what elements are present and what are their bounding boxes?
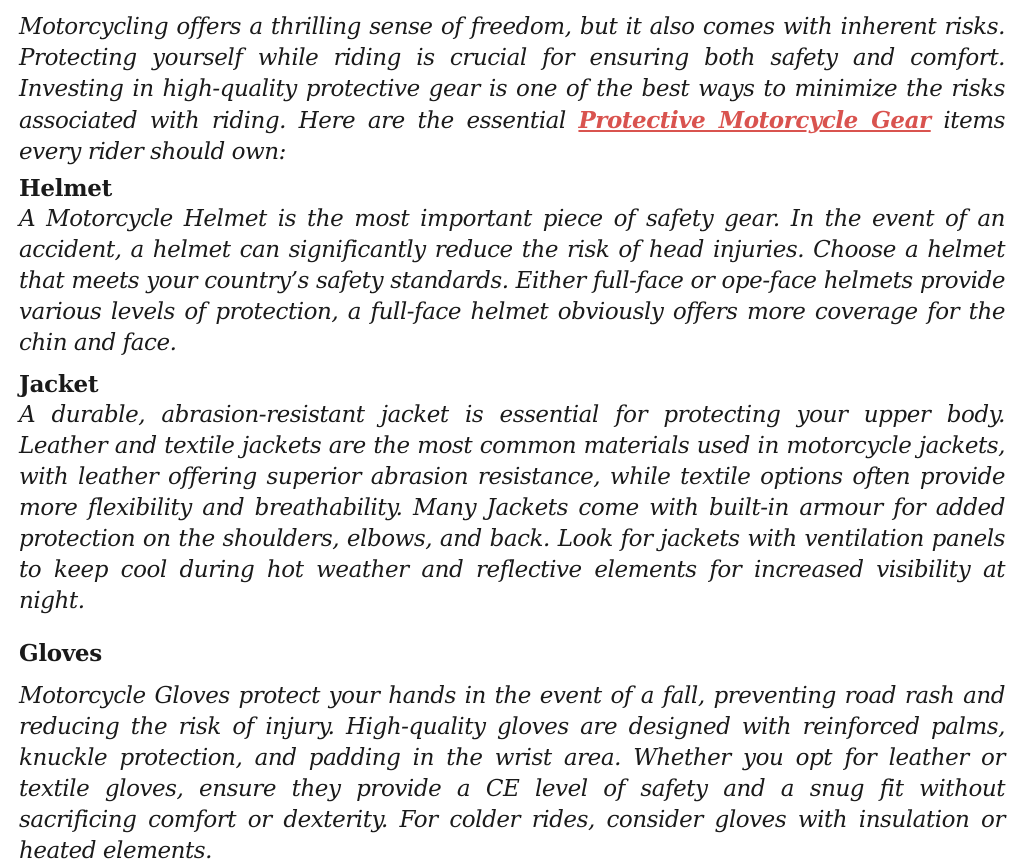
gloves-heading: Gloves bbox=[19, 640, 102, 667]
jacket-paragraph: A durable, abrasion-resistant jacket is essential for protecting your upper body. Leather and textile jackets are the most common materials used in motorcycle jackets, with leather offering superior abrasion resistance, while textile options often provide more flexibility and breathability. Many Jackets come with built-in armour for added protection on the shoulders, elbows, and back. Look for jackets with ventilation panels to keep cool during hot weather and reflective elements for increased visibility at night. bbox=[19, 402, 1005, 614]
intro-paragraph bbox=[19, 12, 1005, 168]
gloves-paragraph: Motorcycle Gloves protect your hands in the event of a fall, preventing road rash and reducing the risk of injury. High-quality gloves are designed with reinforced palms, knuckle protection, and padding in the wrist area. Whether you opt for leather or textile gloves, ensure they provide a CE level of safety and a snug fit without sacrificing comfort or dexterity. For colder rides, consider gloves with insulation or heated elements. bbox=[19, 683, 1005, 864]
helmet-heading: Helmet bbox=[19, 175, 112, 202]
protective-gear-link[interactable]: Protective Motorcycle Gear bbox=[578, 107, 931, 134]
intro-text-before-link: Motorcycling offers a thrilling sense of freedom, but it also comes with inherent risks. Protecting yourself while riding is crucial for ensuring both safety and comfort. Investing in high-quality protective gear is one of the best ways to minimize the risks associated with riding. Here are the essential bbox=[19, 14, 1005, 134]
helmet-paragraph: A Motorcycle Helmet is the most important piece of safety gear. In the event of an accident, a helmet can significantly reduce the risk of head injuries. Choose a helmet that meets your country’s safety standards. Either full-face or ope-face helmets provide various levels of protection, a full-face helmet obviously offers more coverage for the chin and face. bbox=[19, 206, 1005, 356]
jacket-heading: Jacket bbox=[19, 371, 99, 398]
intro-text-after-link: items every rider should own: bbox=[19, 108, 1005, 165]
